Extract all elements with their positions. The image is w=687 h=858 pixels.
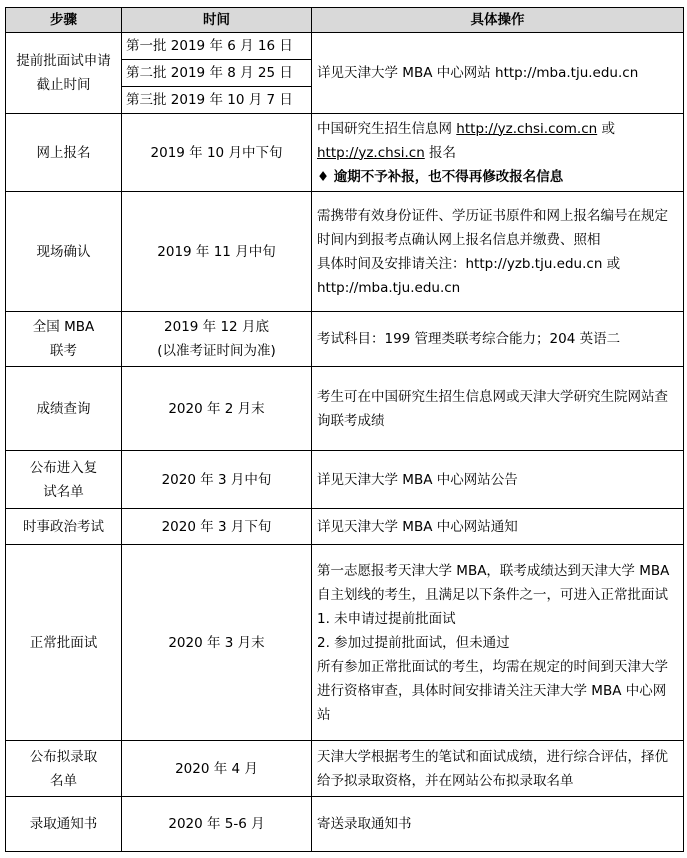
time-cell — [122, 312, 312, 367]
table-row — [6, 545, 684, 741]
operation-cell — [312, 192, 684, 312]
operation-cell — [312, 545, 684, 741]
condition-item: 1. 未申请过提前批面试 — [317, 610, 456, 627]
table-row — [6, 33, 684, 60]
step-text: 公布拟录取名单 — [29, 748, 98, 789]
date-cell: 第二批 2019 年 8 月 25 日 — [122, 60, 312, 87]
header-operation: 具体操作 — [312, 8, 684, 33]
time-cell: 2020 年 5-6 月 — [122, 797, 312, 852]
time-cell: 2019 年 11 月中旬 — [122, 192, 312, 312]
table-row — [6, 312, 684, 367]
table-row — [6, 741, 684, 797]
operation-cell: 天津大学根据考生的笔试和面试成绩，进行综合评估，择优给予拟录取资格，并在网站公布拟录取名单 — [312, 741, 684, 797]
table-row — [6, 114, 684, 192]
time-cell: 2020 年 3 月下旬 — [122, 509, 312, 545]
time-cell: 2020 年 4 月 — [122, 741, 312, 797]
operation-cell: 详见天津大学 MBA 中心网站 http://mba.tju.edu.cn — [312, 33, 684, 114]
step-text: 公布进入复试名单 — [29, 459, 98, 500]
time-cell: 2020 年 2 月末 — [122, 367, 312, 451]
operation-cell: 寄送录取通知书 — [312, 797, 684, 852]
date-cell: 第一批 2019 年 6 月 16 日 — [122, 33, 312, 60]
table-row — [6, 451, 684, 509]
time-note: (以准考证时间为准) — [157, 343, 276, 359]
step-text: 提前批面试申请截止时间 — [16, 53, 111, 93]
table-row — [6, 797, 684, 852]
step-cell — [6, 451, 122, 509]
operation-cell: 考生可在中国研究生招生信息网或天津大学研究生院网站查询联考成绩 — [312, 367, 684, 451]
header-step: 步骤 — [6, 8, 122, 33]
step-cell: 现场确认 — [6, 192, 122, 312]
time-cell: 2019 年 10 月中下旬 — [122, 114, 312, 192]
operation-cell: 详见天津大学 MBA 中心网站公告 — [312, 451, 684, 509]
warning-note: ♦ 逾期不予补报，也不得再修改报名信息 — [317, 168, 564, 185]
table-row — [6, 509, 684, 545]
step-text: 全国 MBA 联考 — [32, 319, 95, 359]
operation-text: 报名 — [424, 144, 457, 161]
admission-schedule-table — [5, 7, 684, 852]
time-cell: 2020 年 3 月末 — [122, 545, 312, 741]
date-cell: 第三批 2019 年 10 月 7 日 — [122, 87, 312, 114]
condition-item: 2. 参加过提前批面试，但未通过 — [317, 634, 510, 651]
operation-text: 所有参加正常批面试的考生，均需在规定的时间到天津大学进行资格审查，具体时间安排请关注天津大学 MBA 中心网站 — [317, 658, 668, 723]
table-header-row — [6, 8, 684, 33]
step-cell: 录取通知书 — [6, 797, 122, 852]
operation-text: 中国研究生招生信息网 — [317, 120, 457, 137]
step-cell: 正常批面试 — [6, 545, 122, 741]
time-text: 2019 年 12 月底 — [164, 319, 269, 335]
step-cell — [6, 741, 122, 797]
operation-text: 需携带有效身份证件、学历证书原件和网上报名编号在规定时间内到报考点确认网上报名信息并缴费、照相 — [317, 207, 668, 248]
operation-text: 具体时间及安排请关注：http://yzb.tju.edu.cn 或 http://mba.tju.edu.cn — [317, 255, 621, 296]
step-cell: 网上报名 — [6, 114, 122, 192]
step-cell — [6, 312, 122, 367]
table-row — [6, 367, 684, 451]
table-row — [6, 192, 684, 312]
header-time: 时间 — [122, 8, 312, 33]
time-cell: 2020 年 3 月中旬 — [122, 451, 312, 509]
operation-text: 或 — [597, 120, 615, 137]
chsi-link[interactable]: http://yz.chsi.com.cn — [456, 120, 598, 137]
step-cell: 时事政治考试 — [6, 509, 122, 545]
step-cell — [6, 33, 122, 114]
operation-cell: 详见天津大学 MBA 中心网站通知 — [312, 509, 684, 545]
operation-text: 第一志愿报考天津大学 MBA，联考成绩达到天津大学 MBA 自主划线的考生，且满足以下条件之一，可进入正常批面试 — [317, 562, 670, 603]
step-cell: 成绩查询 — [6, 367, 122, 451]
operation-cell — [312, 114, 684, 192]
chsi-short-link[interactable]: http://yz.chsi.cn — [317, 144, 425, 161]
operation-cell: 考试科目：199 管理类联考综合能力；204 英语二 — [312, 312, 684, 367]
